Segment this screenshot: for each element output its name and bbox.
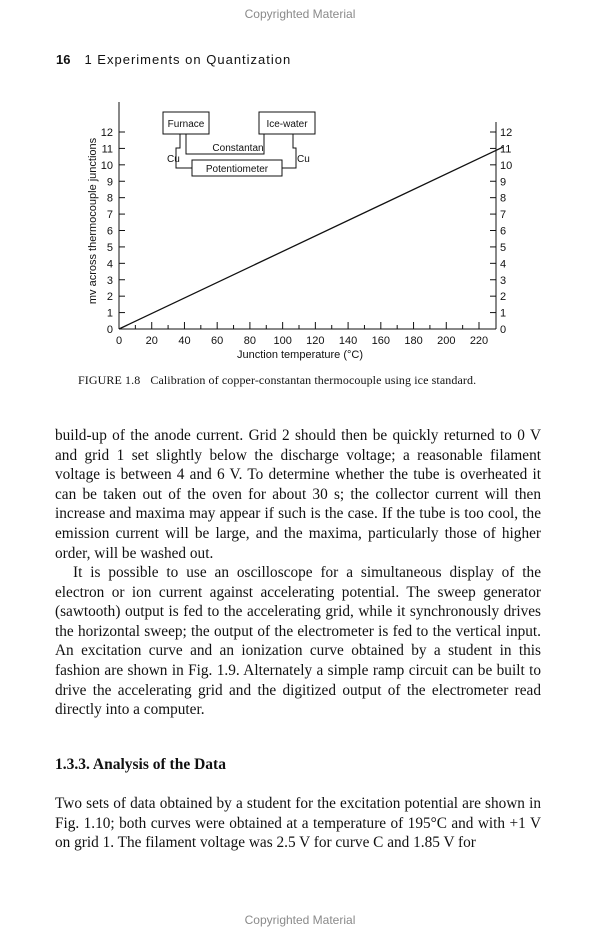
y-tick-label-left: 10 [100, 159, 113, 172]
x-tick-label: 220 [469, 335, 489, 347]
x-tick-label: 140 [338, 335, 358, 347]
x-tick-label: 20 [145, 335, 158, 347]
constantan-label: Constantan [212, 143, 264, 154]
x-tick-label: 40 [178, 335, 191, 347]
y-tick-label-left: 4 [106, 258, 113, 271]
x-tick-label: 80 [243, 335, 257, 347]
cu-left-label: Cu [167, 154, 180, 165]
paragraph-1 [55, 426, 541, 563]
copyright-watermark-top: Copyrighted Material [244, 7, 356, 21]
furnace-label: Furnace [167, 119, 205, 130]
x-tick-label: 0 [115, 335, 123, 347]
y-tick-label-left: 2 [106, 291, 113, 304]
y-tick-label-left: 8 [106, 192, 113, 205]
y-tick-label-right: 12 [500, 127, 513, 139]
x-ticks [116, 322, 488, 347]
x-tick-label: 160 [371, 335, 390, 347]
x-tick-label: 120 [306, 335, 325, 347]
y-tick-label-left: 6 [106, 225, 113, 238]
y-tick-label-left: 7 [106, 209, 113, 222]
y-tick-label-left: 11 [101, 143, 113, 156]
y-tick-label-left: 1 [106, 307, 113, 320]
paragraph-2 [55, 563, 541, 720]
ice-water-label: Ice-water [266, 119, 308, 130]
paragraph-3 [55, 794, 541, 853]
section-heading: 1.3.3. Analysis of the Data [55, 756, 226, 773]
page-number: 16 [56, 52, 71, 67]
potentiometer-label: Potentiometer [205, 164, 269, 175]
y-tick-label-left: 12 [100, 127, 113, 139]
y-tick-label-left: 0 [106, 324, 113, 336]
x-axis-label: Junction temperature (°C) [236, 349, 364, 361]
calibration-figure [0, 96, 600, 368]
y-tick-label-right: 3 [500, 274, 507, 287]
plot-area [87, 102, 512, 361]
y-ticks-right [490, 127, 512, 336]
y-tick-label-right: 4 [500, 258, 507, 271]
y-tick-label-right: 5 [500, 241, 507, 254]
running-head-title: 1 Experiments on Quantization [84, 52, 292, 67]
x-tick-label: 60 [211, 335, 224, 347]
y-tick-label-right: 1 [500, 307, 507, 320]
x-tick-label: 180 [404, 335, 423, 347]
copyright-watermark-bottom: Copyrighted Material [244, 913, 356, 927]
y-tick-label-right: 9 [500, 176, 507, 189]
y-tick-label-right: 7 [500, 209, 507, 222]
cu-wire-right [282, 134, 296, 168]
x-tick-label: 200 [437, 335, 456, 347]
y-tick-label-right: 10 [500, 159, 513, 172]
y-tick-label-right: 0 [500, 324, 507, 336]
running-head [56, 52, 291, 67]
y-tick-label-right: 2 [500, 291, 507, 304]
x-tick-label: 100 [273, 335, 292, 347]
y-axis-label: mv across thermocouple junctions [87, 137, 99, 305]
figure-caption [78, 373, 476, 388]
cu-right-label: Cu [297, 154, 310, 165]
paragraph-text: build-up of the anode current. Grid 2 should then be quickly returned to 0 V and grid 1 set slightly below the discharge voltage; a reasonable filament voltage is between 4 and 6 V. To determine whether the tube is overheated it can be taken out of the oven for about 30 s; the collector current will then increase and maxima may appear if such is the case. If the tube is too cool, the emission current will be large, and the maxima, particularly those of higher order, will be washed out. [55, 427, 541, 562]
circuit-inset [163, 112, 315, 176]
paragraph-text: Two sets of data obtained by a student for the excitation potential are shown in Fig. 1.10; both curves were obtained at a temperature of 195°C and with +1 V on grid 1. The filament voltage was 2.5 V for curve C and 1.85 V for [55, 795, 541, 852]
figure-label: FIGURE 1.8 [78, 373, 141, 387]
y-tick-label-left: 9 [106, 176, 113, 189]
y-tick-label-right: 8 [500, 192, 507, 205]
paragraph-text: It is possible to use an oscilloscope for a simultaneous display of the electron or ion current against accelerating potential. The sweep generator (sawtooth) output is fed to the accelerating grid, while it synchronously drives the horizontal sweep; the output of the electrometer is fed to the vertical input. An excitation curve and an ionization curve obtained by a student in this fashion are shown in Fig. 1.9. Alternately a simple ramp circuit can be built to drive the accelerating grid and the digitized output of the electrometer read directly into a computer. [55, 564, 541, 719]
y-tick-label-right: 6 [500, 225, 507, 238]
y-tick-label-right: 11 [500, 143, 512, 156]
figure-caption-text: Calibration of copper-constantan thermocouple using ice standard. [150, 373, 477, 387]
y-tick-label-left: 5 [106, 241, 113, 254]
y-tick-label-left: 3 [106, 274, 113, 287]
y-ticks-left [101, 127, 125, 336]
